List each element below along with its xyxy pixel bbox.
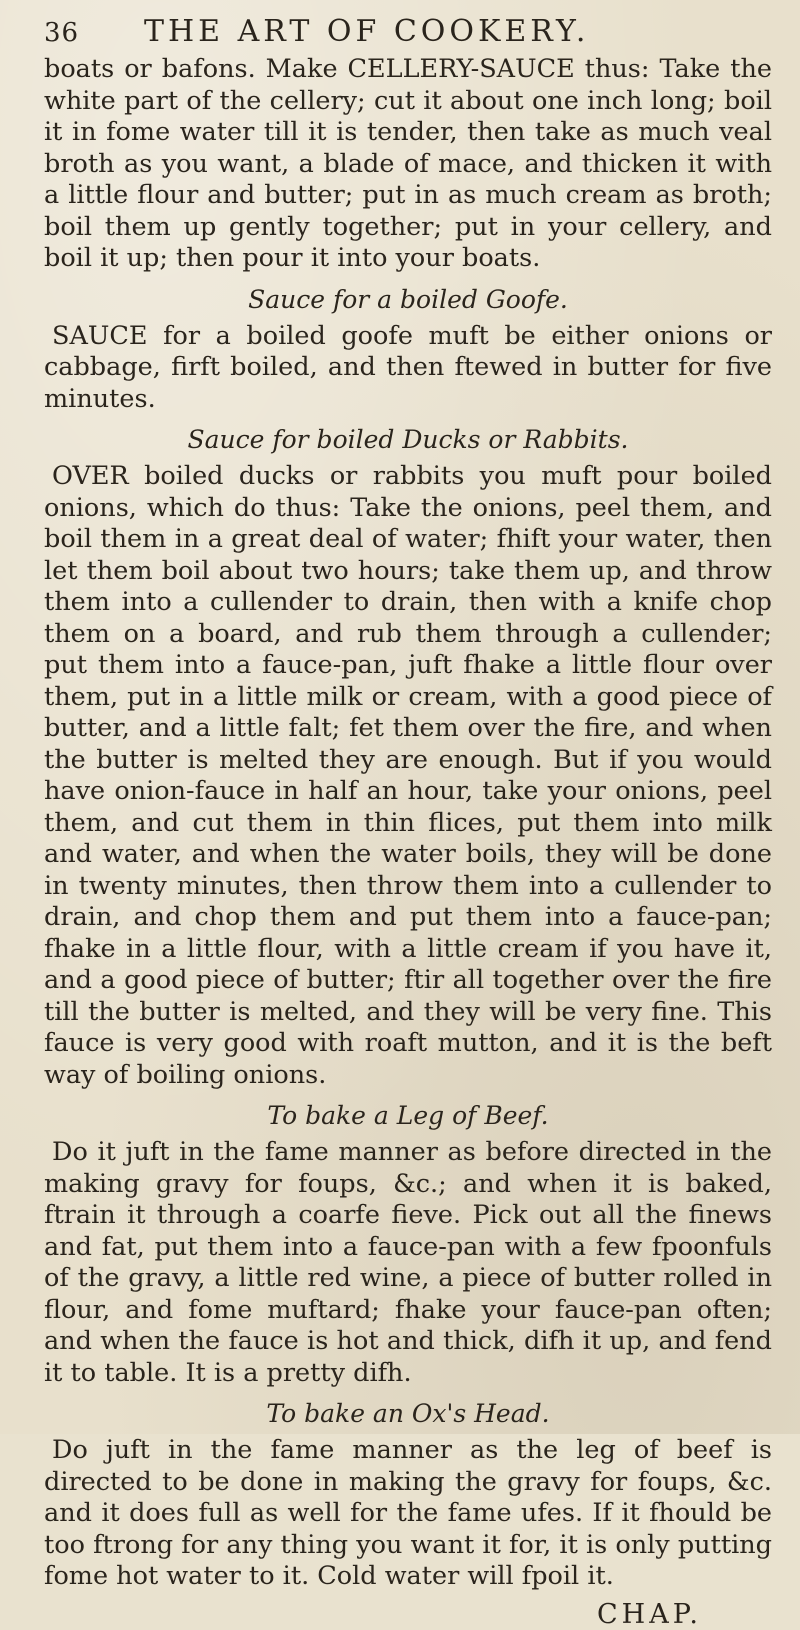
- heading-sauce-boiled-ducks: Sauce for boiled Ducks or Rabbits.: [187, 425, 629, 454]
- paragraph-sauce-boiled-ducks: OVER boiled ducks or rabbits you muft pour boiled onions, which do thus: Take the onions, peel them, and boil them in a great deal of water; fhift your water, then let them boil about two hours; take them up, and throw them into a cullender to drain, then with a knife chop them on a board, and rub them through a cullender; put them into a fauce-pan, juft fhake a little flour over them, put in a little milk or cream, with a good piece of butter, and a little falt; fet them over the fire, and when the butter is melted they are enough. But if you would have onion-fauce in half an hour, take your onions, peel them, and cut them in thin flices, put them into milk and water, and when the water boils, they will be done in twenty minutes, then throw them into a cullender to drain, and chop them and put them into a fauce-pan; fhake in a little flour, with a little cream if you have it, and a good piece of butter; ftir all together over the fire till the butter is melted, and they will be very fine. This fauce is very good with roaft mutton, and it is the beft way of boiling onions.: [44, 461, 772, 1090]
- heading-bake-leg-of-beef: To bake a Leg of Beef.: [267, 1101, 549, 1130]
- running-head: [44, 14, 772, 52]
- book-title: THE ART OF COOKERY.: [144, 14, 590, 49]
- paragraph-bake-ox-head: Do juft in the fame manner as the leg of beef is directed to be done in making the gravy for foups, &c. and it does full as well for the fame ufes. If it fhould be too ftrong for any thing you want it for, it is only putting fome hot water to it. Cold water will fpoil it.: [44, 1435, 772, 1591]
- paragraph-sauce-boiled-goose: SAUCE for a boiled goofe muft be either onions or cabbage, firft boiled, and then ftewed in butter for five minutes.: [44, 320, 772, 414]
- catchword: CHAP.: [597, 1598, 702, 1630]
- page-number: 36: [44, 18, 80, 48]
- paragraph-cellery-sauce: boats or bafons. Make CELLERY-SAUCE thus: Take the white part of the cellery; cut it about one inch long; boil it in fome water till it is tender, then take as much veal broth as you want, a blade of mace, and thicken it with a little flour and butter; put in as much cream as broth; boil them up gently together; put in your cellery, and boil it up; then pour it into your boats.: [44, 54, 772, 273]
- heading-bake-ox-head: To bake an Ox's Head.: [266, 1399, 550, 1428]
- paragraph-bake-leg-of-beef: Do it juft in the fame manner as before directed in the making gravy for foups, &c.; and when it is baked, ftrain it through a coarfe fieve. Pick out all the finews and fat, put them into a fauce-pan with a few fpoonfuls of the gravy, a little red wine, a piece of butter rolled in flour, and fome muftard; fhake your fauce-pan often; and when the fauce is hot and thick, difh it up, and fend it to table. It is a pretty difh.: [44, 1137, 772, 1388]
- heading-sauce-boiled-goose: Sauce for a boiled Goofe.: [248, 284, 568, 314]
